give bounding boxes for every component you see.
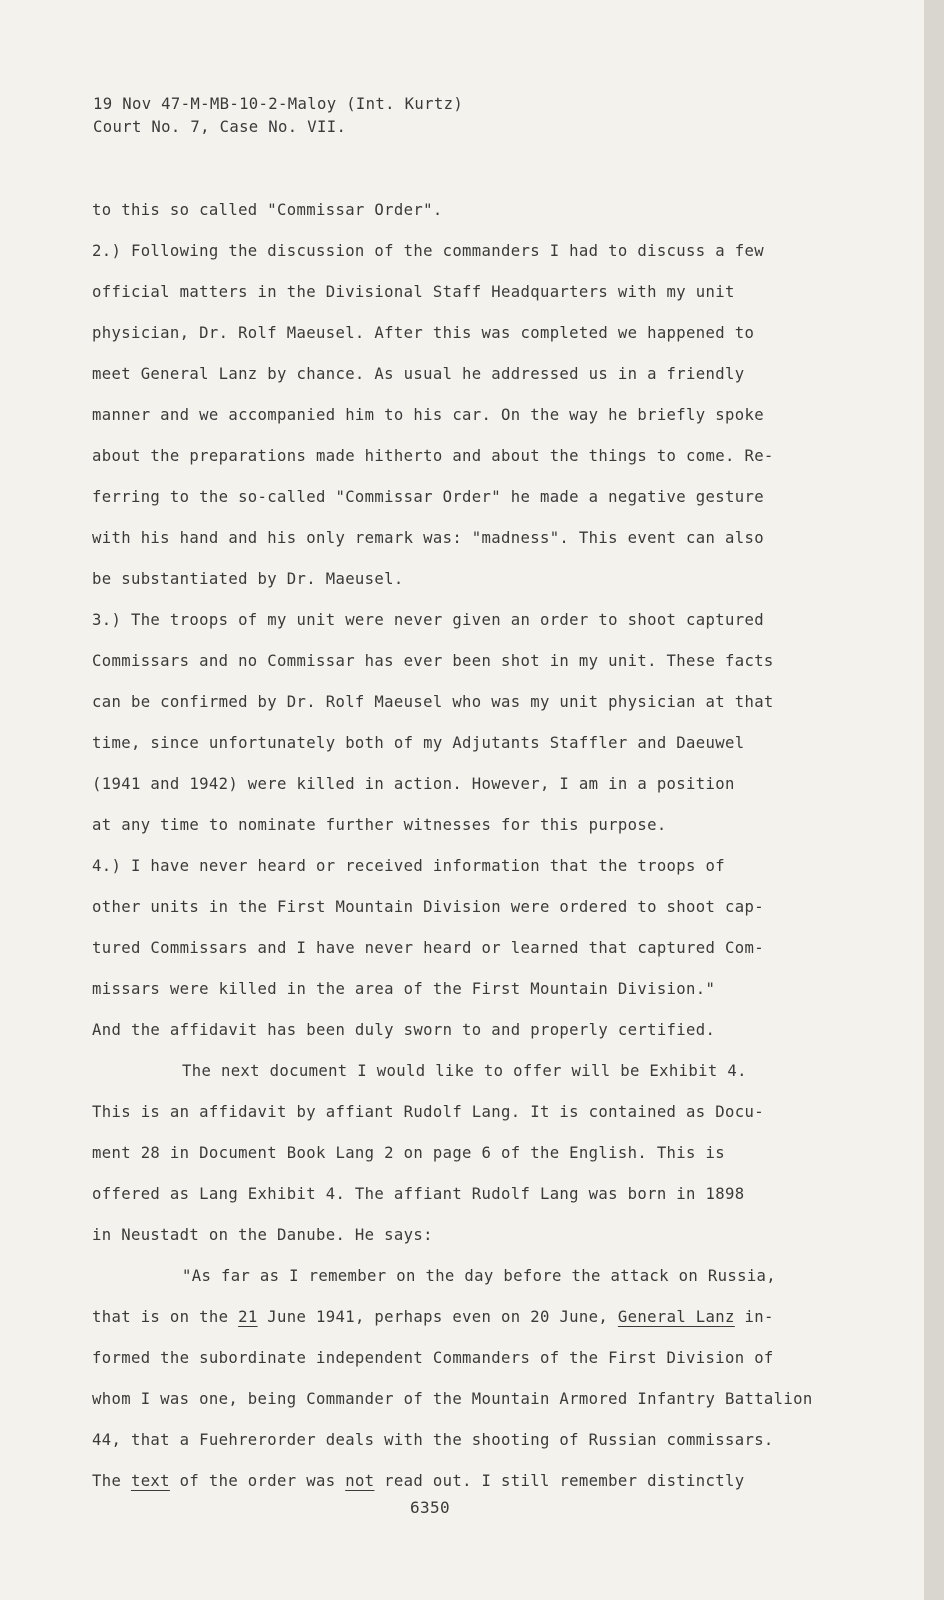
text-line: missars were killed in the area of the First Mountain Division." <box>92 980 716 998</box>
underlined-name: General Lanz <box>617 1308 735 1326</box>
header-court-case: Court No. 7, Case No. VII. <box>93 118 347 136</box>
text-line: tured Commissars and I have never heard or learned that captured Com- <box>92 939 764 957</box>
header-reference: 19 Nov 47-M-MB-10-2-Maloy (Int. Kurtz) <box>93 95 464 113</box>
text-line: to this so called "Commissar Order". <box>92 201 443 219</box>
text-line: official matters in the Divisional Staff Headquarters with my unit <box>92 283 735 301</box>
text-line: whom I was one, being Commander of the Mountain Armored Infantry Battalion <box>92 1390 813 1408</box>
text-segment: read out. I still remember distinctly <box>374 1472 745 1490</box>
text-line: physician, Dr. Rolf Maeusel. After this was completed we happened to <box>92 324 755 342</box>
text-line: 3.) The troops of my unit were never given an order to shoot captured <box>92 611 764 629</box>
text-segment: of the order was <box>169 1472 346 1490</box>
text-line: And the affidavit has been duly sworn to and properly certified. <box>92 1021 716 1039</box>
text-line: with his hand and his only remark was: "madness". This event can also <box>92 529 764 547</box>
text-line: 4.) I have never heard or received information that the troops of <box>92 857 725 875</box>
underlined-word: not <box>345 1472 375 1490</box>
text-line: (1941 and 1942) were killed in action. However, I am in a position <box>92 775 735 793</box>
text-line: offered as Lang Exhibit 4. The affiant Rudolf Lang was born in 1898 <box>92 1185 745 1203</box>
text-line <box>92 1472 744 1490</box>
text-line: ferring to the so-called "Commissar Order" he made a negative gesture <box>92 488 764 506</box>
text-line: in Neustadt on the Danube. He says: <box>92 1226 433 1244</box>
text-line: manner and we accompanied him to his car. On the way he briefly spoke <box>92 406 764 424</box>
text-line: other units in the First Mountain Division were ordered to shoot cap- <box>92 898 764 916</box>
text-line <box>92 1308 774 1326</box>
text-line: be substantiated by Dr. Maeusel. <box>92 570 404 588</box>
text-line: can be confirmed by Dr. Rolf Maeusel who was my unit physician at that <box>92 693 774 711</box>
text-segment: The <box>92 1472 131 1490</box>
text-line: meet General Lanz by chance. As usual he addressed us in a friendly <box>92 365 745 383</box>
text-line: The next document I would like to offer will be Exhibit 4. <box>182 1062 747 1080</box>
text-line: This is an affidavit by affiant Rudolf Lang. It is contained as Docu- <box>92 1103 764 1121</box>
text-line: time, since unfortunately both of my Adjutants Staffler and Daeuwel <box>92 734 745 752</box>
text-line: 44, that a Fuehrerorder deals with the shooting of Russian commissars. <box>92 1431 774 1449</box>
page-number: 6350 <box>410 1498 450 1517</box>
text-segment: in- <box>734 1308 774 1326</box>
text-line: about the preparations made hitherto and about the things to come. Re- <box>92 447 774 465</box>
underlined-date: 21 <box>238 1308 258 1326</box>
text-line: "As far as I remember on the day before the attack on Russia, <box>182 1267 777 1285</box>
underlined-word: text <box>130 1472 170 1490</box>
text-segment: that is on the <box>92 1308 239 1326</box>
text-line: ment 28 in Document Book Lang 2 on page 6 of the English. This is <box>92 1144 725 1162</box>
text-line: formed the subordinate independent Commanders of the First Division of <box>92 1349 774 1367</box>
text-line: 2.) Following the discussion of the commanders I had to discuss a few <box>92 242 764 260</box>
text-line: Commissars and no Commissar has ever been shot in my unit. These facts <box>92 652 774 670</box>
text-segment: June 1941, perhaps even on 20 June, <box>257 1308 618 1326</box>
text-line: at any time to nominate further witnesses for this purpose. <box>92 816 667 834</box>
